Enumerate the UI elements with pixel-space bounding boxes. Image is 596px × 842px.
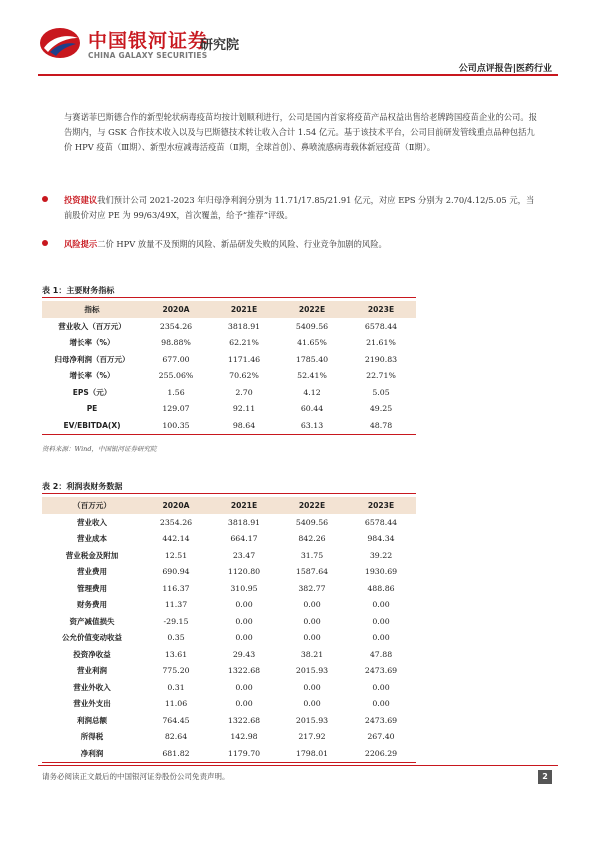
bullet-icon <box>42 240 48 246</box>
table-cell: 1322.68 <box>227 715 261 725</box>
table-cell: 0.00 <box>235 633 253 643</box>
table-cell: 21.61% <box>366 338 396 348</box>
table-cell: 6578.44 <box>364 321 398 331</box>
table-cell: 0.31 <box>167 682 185 692</box>
row-label: PE <box>86 404 98 414</box>
table-cell: 5.05 <box>372 387 390 397</box>
table-row <box>42 384 416 401</box>
table-cell: 2.70 <box>235 387 253 397</box>
table-row <box>42 531 416 548</box>
invest-text: 我们预计公司 2021-2023 年归母净利润分别为 11.71/17.85/21.91 亿元，对应 EPS 分别为 2.70/4.12/5.05 元，当前股价对应 PE 为 99/63/49X，首次覆盖，给予“推荐”评级。 <box>64 195 535 220</box>
report-type: 公司点评报告|医药行业 <box>458 64 552 74</box>
table-cell: 0.00 <box>235 600 253 610</box>
table-cell: 2190.83 <box>364 354 398 364</box>
table-row <box>42 351 416 368</box>
table-cell: 62.21% <box>229 338 259 348</box>
table-cell: 4.12 <box>303 387 321 397</box>
bullet-icon <box>42 196 48 202</box>
column-header: 2022E <box>278 497 346 514</box>
table-cell: 1930.69 <box>364 567 398 577</box>
invest-label: 投资建议 <box>64 195 98 205</box>
table-cell: 5409.56 <box>295 321 329 331</box>
table-cell: 13.61 <box>164 649 188 659</box>
row-label: EPS（元） <box>72 387 112 397</box>
row-label: 资产减值损失 <box>69 616 115 626</box>
table-cell: 39.22 <box>369 550 393 560</box>
row-label: 归母净利润（百万元） <box>54 354 130 364</box>
table-cell: 0.00 <box>235 616 253 626</box>
table-header-row <box>42 497 416 514</box>
row-label: 投资净收益 <box>73 649 111 659</box>
column-header: 2020A <box>142 301 210 318</box>
risk-text: 二价 HPV 放量不及预期的风险、新品研发失败的风险、行业竞争加剧的风险。 <box>97 239 387 249</box>
table-row <box>42 368 416 385</box>
row-label: EV/EBITDA(X) <box>63 420 121 430</box>
row-label: 增长率（%） <box>69 338 115 348</box>
table-cell: 82.64 <box>164 732 188 742</box>
table-cell: 2354.26 <box>159 321 193 331</box>
brand-name-cn: 中国银河证券 <box>88 30 209 52</box>
table-cell: 690.94 <box>162 567 190 577</box>
table-cell: 100.35 <box>162 420 190 430</box>
column-header: 2020A <box>142 497 210 514</box>
table-cell: 60.44 <box>300 404 324 414</box>
table-cell: 11.37 <box>164 600 188 610</box>
table-cell: 5409.56 <box>295 517 329 527</box>
table-cell: 31.75 <box>300 550 324 560</box>
table-cell: 12.51 <box>164 550 188 560</box>
table-cell: 2473.69 <box>364 715 398 725</box>
column-header: 2023E <box>346 301 416 318</box>
table-cell: 1179.70 <box>227 748 261 758</box>
table-cell: 116.37 <box>162 583 190 593</box>
table-cell: 0.00 <box>372 633 390 643</box>
table-cell: 0.00 <box>235 682 253 692</box>
table-cell: 6578.44 <box>364 517 398 527</box>
page-header <box>0 0 596 80</box>
header-divider <box>38 74 558 76</box>
table-cell: 2015.93 <box>295 666 329 676</box>
table-cell: 3818.91 <box>227 517 261 527</box>
table-cell: 98.64 <box>232 420 256 430</box>
table-cell: 0.00 <box>303 699 321 709</box>
table-cell: 47.88 <box>369 649 393 659</box>
row-label: 营业外支出 <box>73 699 111 709</box>
table1-title-rule <box>42 297 416 298</box>
row-label: 增长率（%） <box>69 371 115 381</box>
table-cell: 1785.40 <box>295 354 329 364</box>
table-cell: 2015.93 <box>295 715 329 725</box>
table-cell: 2473.69 <box>364 666 398 676</box>
page-number: 2 <box>538 770 552 784</box>
table-cell: 142.98 <box>230 732 258 742</box>
table-cell: 217.92 <box>298 732 326 742</box>
table-cell: 442.14 <box>162 534 190 544</box>
row-label: 所得税 <box>80 732 104 742</box>
table-header-row <box>42 301 416 318</box>
column-header: 2021E <box>210 301 278 318</box>
table-row <box>42 597 416 614</box>
table-row <box>42 745 416 762</box>
table-cell: 0.00 <box>372 699 390 709</box>
table-cell: 664.17 <box>230 534 258 544</box>
table-cell: 52.41% <box>297 371 327 381</box>
financial-indicators-table <box>42 301 416 435</box>
table-cell: 0.35 <box>167 633 185 643</box>
table-cell: 1.56 <box>167 387 185 397</box>
table-cell: 41.65% <box>297 338 327 348</box>
invest-advice <box>42 193 542 223</box>
table-row <box>42 335 416 352</box>
table-cell: 48.78 <box>369 420 393 430</box>
table-cell: 0.00 <box>303 616 321 626</box>
table-cell: 2354.26 <box>159 517 193 527</box>
intro-paragraph: 与赛诺菲巴斯德合作的新型轮状病毒疫苗均按计划顺利进行，公司是国内首家将疫苗产品权益出售给老牌跨国疫苗企业的公司。报告期内，与 GSK 合作技术收入以及与巴斯德技术转让收入合计 1.54 亿元。基于该技术平台，公司目前研发管线重点品种包括九价 HPV 疫苗（Ⅲ期）、新型水痘减毒活疫苗（Ⅱ期，全球首创）、鼻喷流感病毒载体新冠疫苗（Ⅱ期）。 <box>64 112 537 152</box>
galaxy-logo-icon <box>38 26 84 60</box>
table-cell: 0.00 <box>303 633 321 643</box>
table-row <box>42 646 416 663</box>
risk-label: 风险提示 <box>64 239 98 249</box>
row-label: 营业成本 <box>77 534 107 544</box>
table-cell: 70.62% <box>229 371 259 381</box>
brand-name-en: CHINA GALAXY SECURITIES <box>88 51 208 60</box>
table-cell: 0.00 <box>303 682 321 692</box>
table-row <box>42 318 416 335</box>
table-cell: 92.11 <box>232 404 256 414</box>
row-label: 净利润 <box>80 748 104 758</box>
table2-title: 表 2：利润表财务数据 <box>42 482 123 491</box>
table-cell: 22.71% <box>366 371 396 381</box>
row-label: 营业利润 <box>77 666 107 676</box>
table-row <box>42 613 416 630</box>
row-label: 财务费用 <box>77 600 107 610</box>
table-row <box>42 417 416 434</box>
table-cell: -29.15 <box>163 616 189 626</box>
table-cell: 11.06 <box>164 699 188 709</box>
table-row <box>42 630 416 647</box>
table-row <box>42 514 416 531</box>
row-label: 管理费用 <box>77 583 107 593</box>
table-cell: 775.20 <box>162 666 190 676</box>
table-row <box>42 564 416 581</box>
table-cell: 23.47 <box>232 550 256 560</box>
table-cell: 49.25 <box>369 404 393 414</box>
table-cell: 1120.80 <box>227 567 261 577</box>
table-cell: 2206.29 <box>364 748 398 758</box>
table-cell: 0.00 <box>303 600 321 610</box>
table1-title: 表 1：主要财务指标 <box>42 286 115 295</box>
table-cell: 63.13 <box>300 420 324 430</box>
table-cell: 1798.01 <box>295 748 329 758</box>
table-cell: 764.45 <box>162 715 190 725</box>
table-cell: 38.21 <box>300 649 324 659</box>
table-cell: 1171.46 <box>227 354 261 364</box>
table-cell: 0.00 <box>372 682 390 692</box>
table-cell: 0.00 <box>372 616 390 626</box>
table-cell: 984.34 <box>367 534 395 544</box>
column-header: 指标 <box>42 301 142 318</box>
table-cell: 0.00 <box>372 600 390 610</box>
table-row <box>42 663 416 680</box>
table-row <box>42 679 416 696</box>
column-header: 2023E <box>346 497 416 514</box>
table-cell: 310.95 <box>230 583 258 593</box>
institute-label: 研究院 <box>200 38 240 53</box>
table-cell: 681.82 <box>162 748 190 758</box>
table-cell: 0.00 <box>235 699 253 709</box>
table-row <box>42 547 416 564</box>
table-cell: 488.86 <box>367 583 395 593</box>
row-label: 营业收入（百万元） <box>58 321 126 331</box>
table-cell: 842.26 <box>298 534 326 544</box>
table-cell: 98.88% <box>161 338 191 348</box>
table-cell: 382.77 <box>298 583 326 593</box>
row-label: 利润总额 <box>77 715 107 725</box>
column-header: （百万元） <box>42 497 142 514</box>
row-label: 公允价值变动收益 <box>62 633 122 643</box>
table1-source: 资料来源：Wind，中国银河证券研究院 <box>42 445 157 453</box>
income-statement-table <box>42 497 416 763</box>
risk-warning <box>42 237 542 252</box>
table-row <box>42 580 416 597</box>
table-row <box>42 401 416 418</box>
column-header: 2021E <box>210 497 278 514</box>
table2-title-rule <box>42 493 416 494</box>
table-row <box>42 696 416 713</box>
row-label: 营业费用 <box>77 567 107 577</box>
table-cell: 255.06% <box>158 371 194 381</box>
table-cell: 1322.68 <box>227 666 261 676</box>
table-cell: 677.00 <box>162 354 190 364</box>
table-cell: 129.07 <box>162 404 190 414</box>
table-cell: 267.40 <box>367 732 395 742</box>
table-row <box>42 712 416 729</box>
footer-disclaimer: 请务必阅读正文最后的中国银河证券股份公司免责声明。 <box>42 772 230 781</box>
footer-divider <box>38 765 558 766</box>
table-cell: 29.43 <box>232 649 256 659</box>
table-cell: 1587.64 <box>295 567 329 577</box>
row-label: 营业外收入 <box>73 682 111 692</box>
column-header: 2022E <box>278 301 346 318</box>
row-label: 营业税金及附加 <box>65 550 119 560</box>
table-cell: 3818.91 <box>227 321 261 331</box>
table-row <box>42 729 416 746</box>
row-label: 营业收入 <box>77 517 107 527</box>
